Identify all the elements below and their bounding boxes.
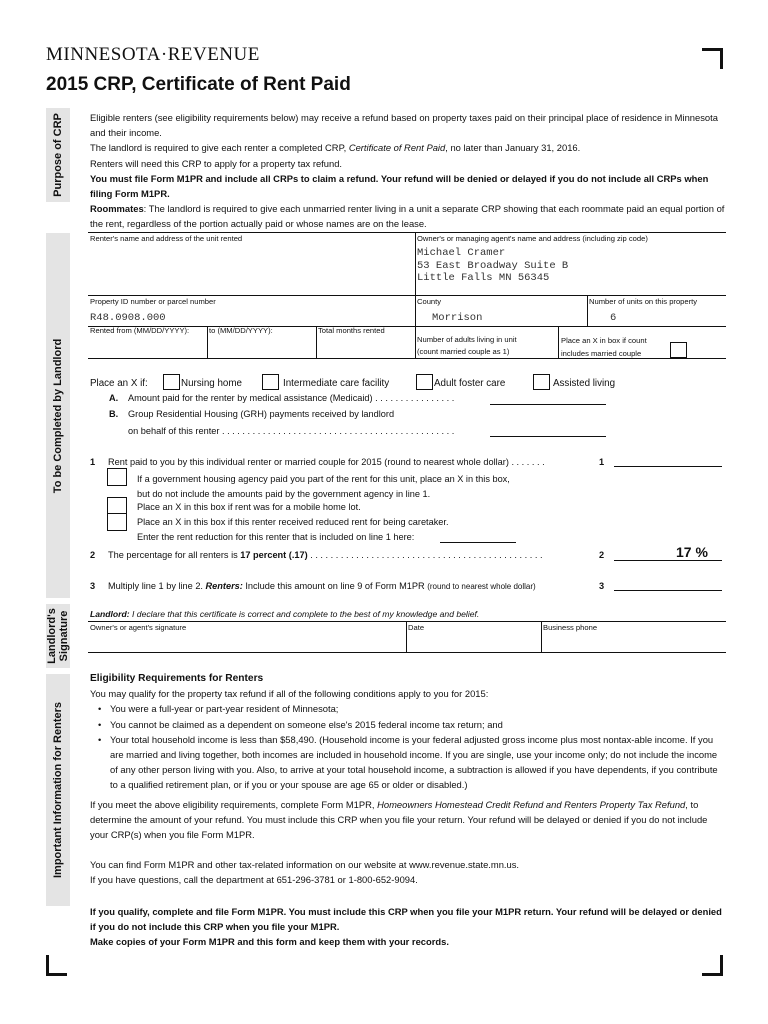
- eligibility-list: [90, 701, 726, 792]
- caretaker-checkbox[interactable]: [107, 513, 127, 531]
- mobile-home-text: Place an X in this box if rent was for a mobile home lot.: [137, 502, 361, 512]
- adult-foster-care-checkbox[interactable]: [416, 374, 433, 390]
- form-title: 2015 CRP, Certificate of Rent Paid: [46, 74, 351, 95]
- line-2-value: 17 %: [676, 544, 708, 560]
- eligibility-heading: Eligibility Requirements for Renters: [90, 673, 264, 684]
- line-2-number: 2: [90, 550, 96, 560]
- line-a-letter: A.: [109, 393, 119, 403]
- eligibility-intro: You may qualify for the property tax refund if all of the following conditions apply to you for 2015:: [90, 688, 489, 700]
- form-rule: [88, 295, 726, 296]
- rent-reduction-text: Enter the rent reduction for this renter that is included on line 1 here:: [137, 532, 415, 542]
- adults-label: Number of adults living in unit (count married couple as 1): [417, 335, 517, 356]
- line-a-field[interactable]: [490, 404, 606, 405]
- county-label: County: [417, 297, 442, 306]
- website-info: You can find Form M1PR and other tax-related information on our website at www.revenue.state.mn.us.: [90, 859, 520, 871]
- form-rule: [207, 326, 208, 359]
- nursing-home-label: Nursing home: [181, 378, 242, 389]
- form-top-rule: [88, 232, 726, 233]
- line-2-underline: [614, 560, 722, 561]
- line-b-letter: B.: [109, 409, 119, 419]
- list-item: • Your total household income is less than $58,490. (Household income is your federal adjusted gross income plus most nontax-able income. If you are married and living together, both incomes are included in household income. If you are single, use your income only; do not include the income of any other person living with you. Also, to arrive at your total household income, a subtraction is allowed if you have dependents, if you contribute to a qualified retirement plan, or if you or your spouse are age 65 or older or disabled.): [90, 732, 726, 793]
- line-1-field[interactable]: [614, 466, 722, 467]
- property-id-field[interactable]: R48.0908.000: [90, 312, 166, 324]
- assisted-living-checkbox[interactable]: [533, 374, 550, 390]
- renter-name-field[interactable]: [90, 246, 410, 292]
- line-3-right-number: 3: [599, 581, 605, 591]
- purpose-landlord-requirement: The landlord is required to give each renter a completed CRP, Certificate of Rent Paid, no later than January 31, 2016.: [90, 142, 581, 154]
- units-label: Number of units on this property: [589, 297, 698, 306]
- line-b-text-1: Group Residential Housing (GRH) payments received by landlord: [128, 409, 395, 419]
- signature-rule: [541, 621, 542, 652]
- assisted-living-label: Assisted living: [553, 378, 616, 389]
- place-x-label: Place an X if:: [90, 378, 148, 389]
- side-label-landlord: To be Completed by Landlord: [46, 233, 70, 598]
- form-rule: [587, 295, 588, 327]
- corner-mark-bottom-right: [702, 955, 723, 976]
- purpose-warning: You must file Form M1PR and include all CRPs to claim a refund. Your refund will be denied or delayed if you do not include all CRPs when filing Form M1PR.: [90, 172, 709, 200]
- keep-copies-note: Make copies of your Form M1PR and this form and keep them with your records.: [90, 936, 449, 948]
- units-field[interactable]: 6: [610, 312, 617, 324]
- married-label: Place an X in box if count includes married couple: [561, 336, 647, 358]
- rent-reduction-field[interactable]: [440, 542, 516, 543]
- eligibility-section: [90, 671, 726, 949]
- government-agency-checkbox[interactable]: [107, 468, 127, 486]
- signature-field[interactable]: [90, 634, 402, 650]
- total-months-label: Total months rented: [318, 326, 385, 335]
- intermediate-care-checkbox[interactable]: [262, 374, 279, 390]
- owner-name-label: Owner's or managing agent's name and address (including zip code): [417, 234, 648, 243]
- side-label-purpose: Purpose of CRP: [46, 108, 70, 202]
- signature-rule: [88, 621, 726, 622]
- date-field[interactable]: [408, 634, 538, 650]
- nursing-home-checkbox[interactable]: [163, 374, 180, 390]
- adult-foster-care-label: Adult foster care: [434, 378, 506, 389]
- signature-rule: [406, 621, 407, 652]
- line-3-text: Multiply line 1 by line 2. Renters: Include this amount on line 9 of Form M1PR (round to nearest whole dollar): [108, 581, 536, 591]
- line-2-text: The percentage for all renters is 17 percent (.17) . . . . . . . . . . . . . . . . . . . . . . . . . . . . . . . . . . . . . . . . . . . . . .: [108, 550, 543, 560]
- purpose-roommates: Roommates: The landlord is required to give each unmarried renter living in a unit a separate CRP showing that each roommate paid an equal portion of the rent, regardless of the portion actually paid or whose names are on the lease.: [90, 203, 725, 230]
- renter-name-label: Renter's name and address of the unit rented: [90, 234, 243, 243]
- line-3-number: 3: [90, 581, 96, 591]
- married-couple-checkbox[interactable]: [670, 342, 687, 358]
- form-rule: [316, 326, 317, 359]
- purpose-renters-need: Renters will need this CRP to apply for a property tax refund.: [90, 157, 343, 169]
- government-agency-text: If a government housing agency paid you part of the rent for this unit, place an X in this box, but do not include the amounts paid by the government agency in line 1.: [137, 474, 510, 499]
- line-1-right-number: 1: [599, 457, 605, 467]
- side-label-important: Important Information for Renters: [46, 674, 70, 906]
- form-rule: [88, 358, 726, 359]
- signature-rule: [88, 652, 726, 653]
- line-b-field[interactable]: [490, 436, 606, 437]
- list-item: • You were a full-year or part-year resident of Minnesota;: [90, 701, 726, 716]
- purpose-intro: Eligible renters (see eligibility requirements below) may receive a refund based on property taxes paid on their principal place of residence in Minnesota and their income.: [90, 112, 718, 139]
- eligibility-meet-paragraph: If you meet the above eligibility requirements, complete Form M1PR, Homeowners Homestead Credit Refund and Renters Property Tax Refund, to determine the amount of your refund. You must include this CRP when you file your return. Your refund will be delayed or denied if you do not include your CRP(s) when you file Form M1PR.: [90, 798, 708, 841]
- property-id-label: Property ID number or parcel number: [90, 297, 216, 306]
- form-rule: [558, 326, 559, 359]
- county-field[interactable]: Morrison: [432, 312, 483, 324]
- owner-name-field[interactable]: Michael Cramer 53 East Broadway Suite B Little Falls MN 56345: [417, 247, 569, 284]
- line-1-number: 1: [90, 457, 96, 467]
- final-warning: If you qualify, complete and file Form M1PR. You must include this CRP when you file your M1PR return. Your refund will be delayed or denied if you do not include this CRP when you file your M1PR.: [90, 905, 722, 932]
- rented-to-label: to (MM/DD/YYYY):: [209, 326, 273, 335]
- business-phone-label: Business phone: [543, 623, 598, 632]
- corner-mark-bottom-left: [46, 955, 67, 976]
- line-a-text: Amount paid for the renter by medical assistance (Medicaid) . . . . . . . . . . . . . . . .: [128, 393, 455, 403]
- rented-from-label: Rented from (MM/DD/YYYY):: [90, 326, 190, 335]
- agency-logo: MINNESOTA·REVENUE: [46, 44, 260, 65]
- line-b-text-2: on behalf of this renter . . . . . . . . . . . . . . . . . . . . . . . . . . . . . . . . . . . . . . . . . . . . . .: [128, 426, 455, 436]
- signature-label: Owner's or agent's signature: [90, 623, 187, 632]
- corner-mark-top-right: [702, 48, 723, 69]
- date-label: Date: [408, 623, 425, 632]
- intermediate-care-label: Intermediate care facility: [283, 378, 390, 389]
- purpose-section: [90, 110, 726, 230]
- side-label-signature: Landlord's Signature: [46, 604, 70, 668]
- list-item: • You cannot be claimed as a dependent on someone else's 2015 federal income tax return; and: [90, 717, 726, 732]
- line-1-text: Rent paid to you by this individual renter or married couple for 2015 (round to nearest whole dollar) . . . . . . .: [108, 457, 545, 467]
- line-2-right-number: 2: [599, 550, 605, 560]
- caretaker-text: Place an X in this box if this renter received reduced rent for being caretaker.: [137, 517, 449, 527]
- phone-info: If you have questions, call the department at 651-296-3781 or 1-800-652-9094.: [90, 874, 418, 886]
- business-phone-field[interactable]: [543, 634, 723, 650]
- landlord-declaration: Landlord: I declare that this certificate is correct and complete to the best of my knowledge and belief.: [90, 609, 480, 619]
- line-3-field[interactable]: [614, 590, 722, 591]
